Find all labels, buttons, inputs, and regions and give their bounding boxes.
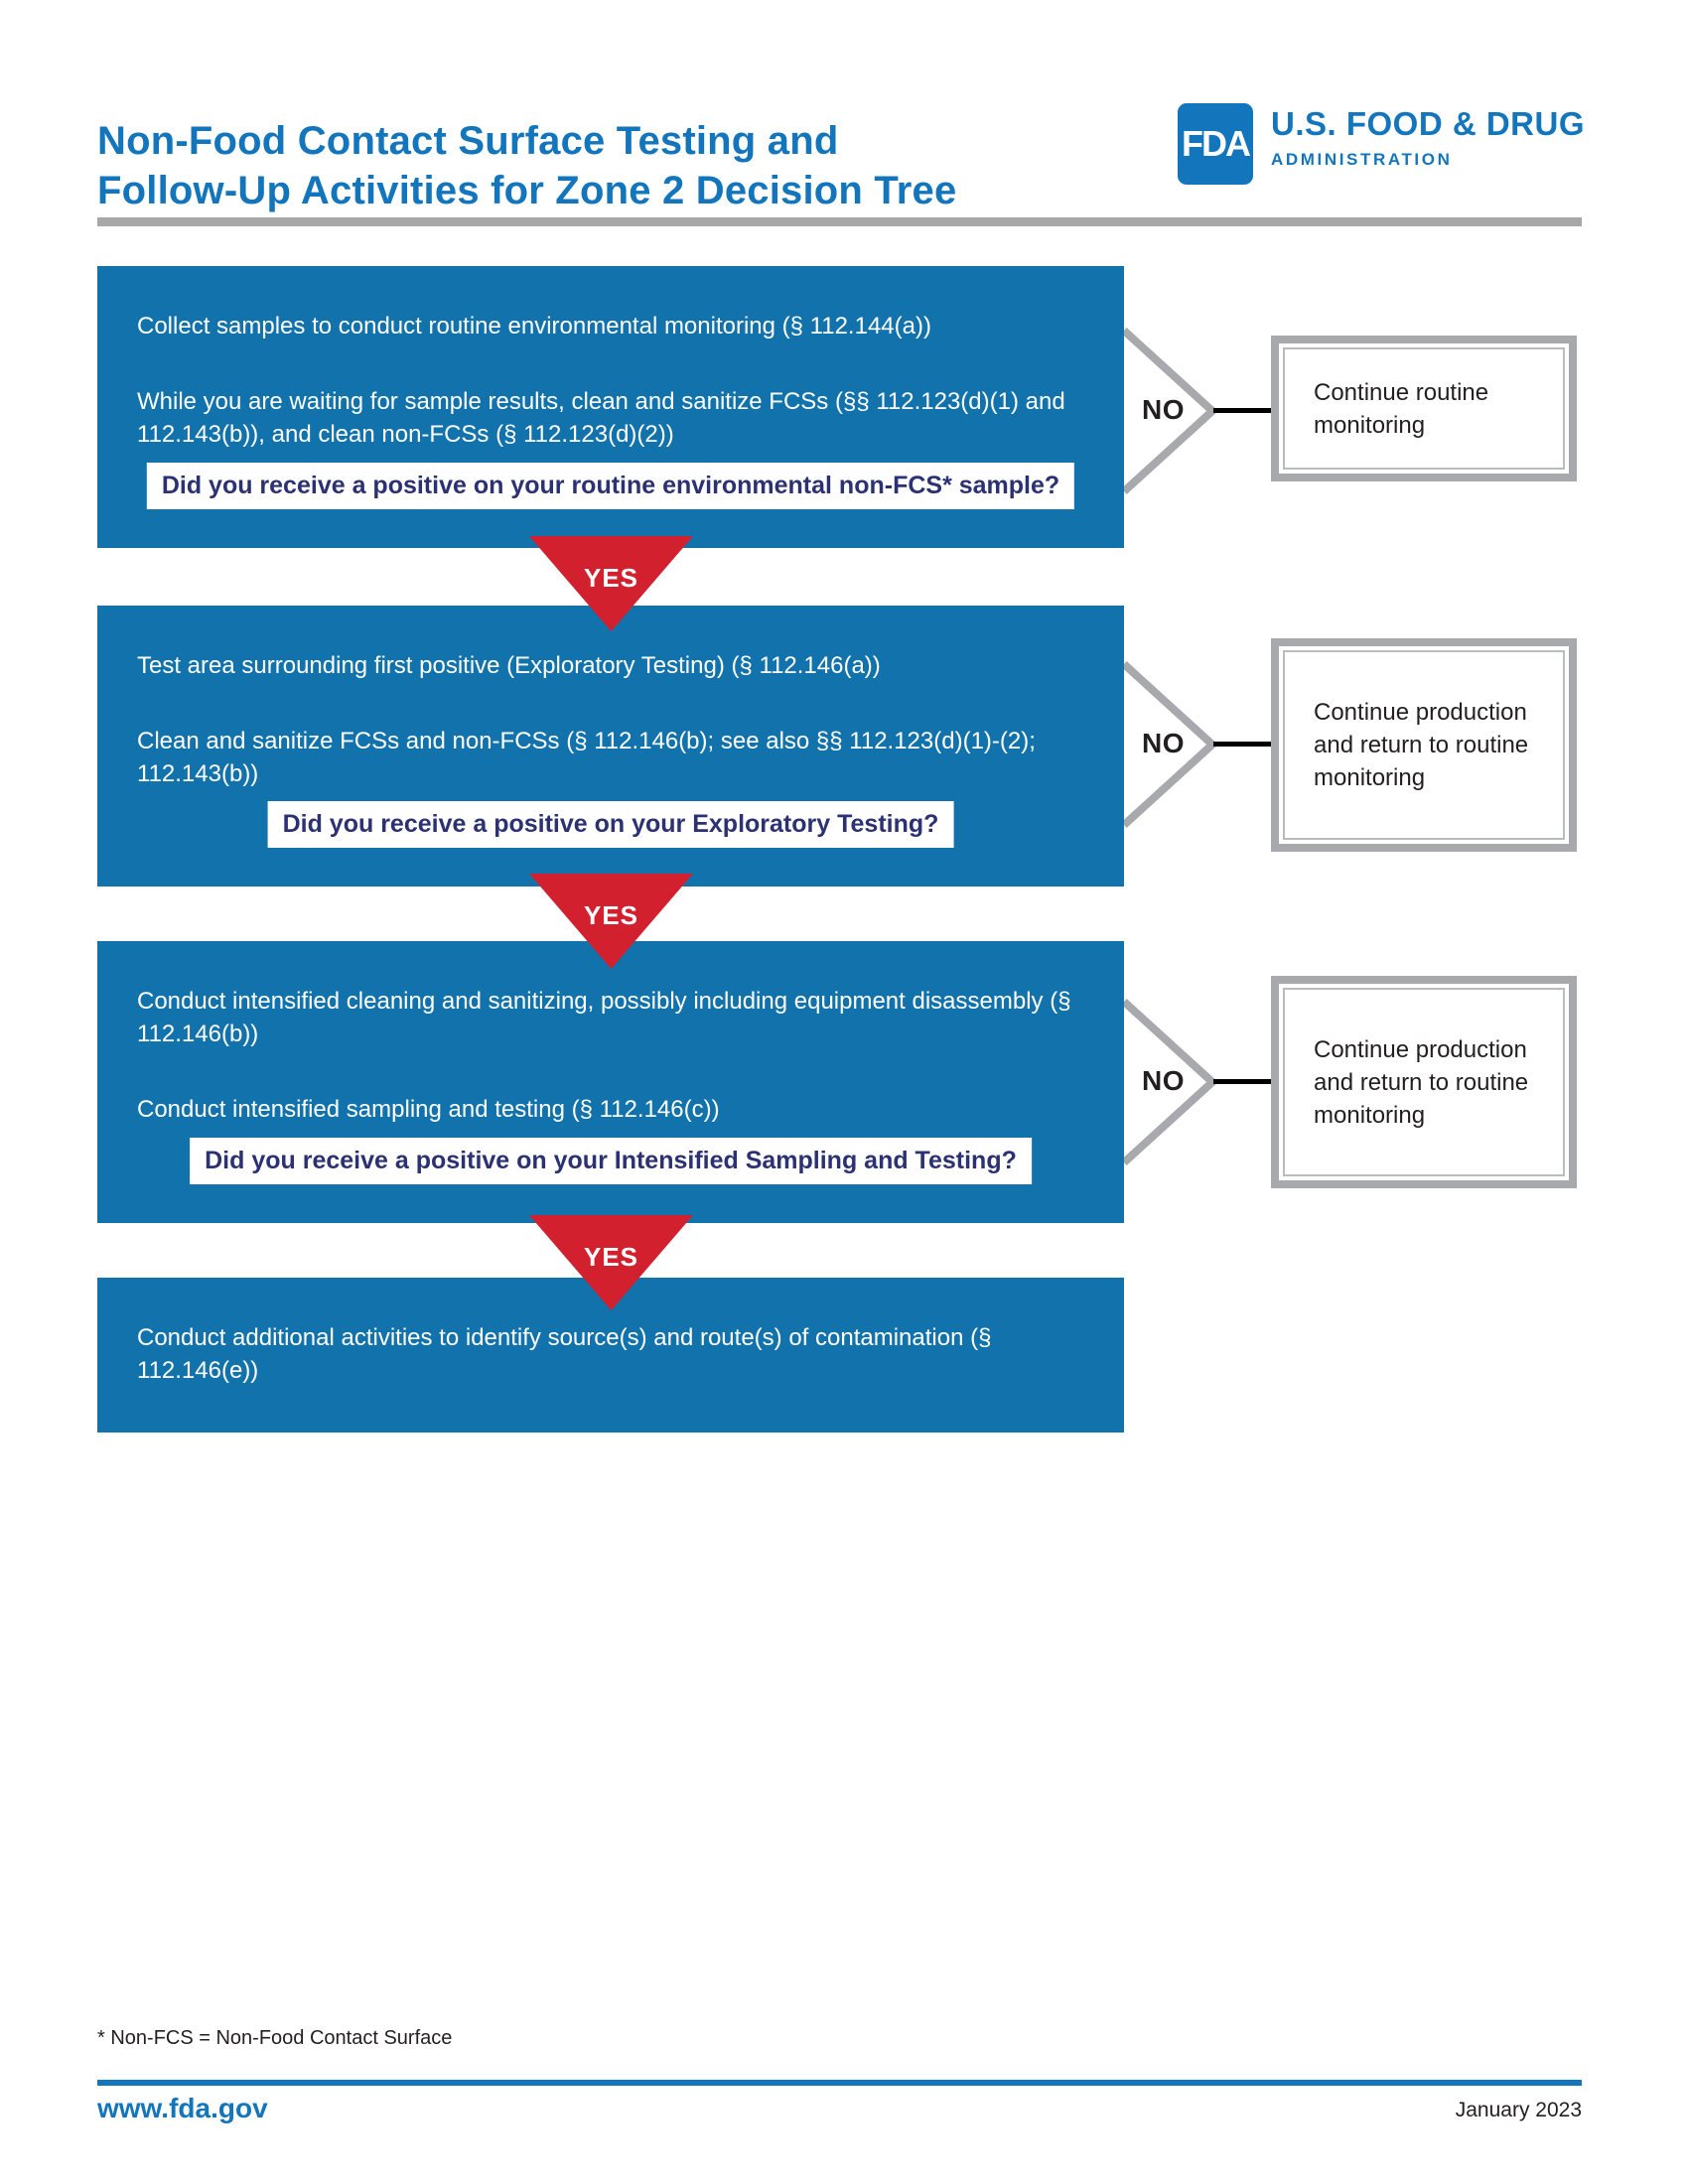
yes-arrow-3 (529, 1215, 693, 1310)
no-label-2: NO (1142, 728, 1185, 758)
step-1-box (97, 266, 1124, 548)
page-title-line-1: Non-Food Contact Surface Testing and (97, 118, 839, 163)
step-3-question-banner: Did you receive a positive on your Intensified Sampling and Testing? (190, 1138, 1032, 1184)
no-connector-line-2 (1213, 742, 1273, 747)
step-1-question-banner: Did you receive a positive on your routine environmental non-FCS* sample? (147, 463, 1074, 509)
yes-label-3: YES (583, 1242, 639, 1272)
page-title (97, 116, 956, 215)
step-2-question-banner: Did you receive a positive on your Exploratory Testing? (268, 801, 954, 848)
step-4-paragraph-1: Conduct additional activities to identify source(s) and route(s) of contamination (§ 112.146(e)) (137, 1324, 992, 1384)
fda-org-line-2: ADMINISTRATION (1271, 150, 1453, 169)
outcome-box-3 (1271, 976, 1577, 1188)
outcome-box-1 (1271, 336, 1577, 481)
step-2-paragraph-1: Test area surrounding first positive (Exploratory Testing) (§ 112.146(a)) (137, 652, 881, 679)
footnote: * Non-FCS = Non-Food Contact Surface (97, 2027, 453, 2049)
no-connector-line-1 (1213, 408, 1273, 413)
fda-logo-icon (1178, 103, 1253, 185)
yes-label-1: YES (583, 563, 639, 593)
fda-logo (1178, 103, 1585, 185)
yes-arrow-2 (529, 874, 693, 969)
fda-gov-link[interactable]: www.fda.gov (97, 2093, 268, 2123)
footer-date: January 2023 (1455, 2099, 1582, 2121)
step-3-paragraph-2: Conduct intensified sampling and testing (§ 112.146(c)) (137, 1096, 720, 1123)
footer-divider (97, 2080, 1582, 2086)
outcome-box-2 (1271, 638, 1577, 852)
step-2-paragraph-2: Clean and sanitize FCSs and non-FCSs (§ 112.146(b); see also §§ 112.123(d)(1)-(2); 112.143(b)) (137, 728, 1036, 787)
yes-label-2: YES (583, 900, 639, 930)
no-label-1: NO (1142, 394, 1185, 425)
outcome-text-3: Continue production and return to routine monitoring (1314, 1035, 1529, 1129)
outcome-text-2: Continue production and return to routine monitoring (1314, 699, 1529, 791)
fda-logo-acronym: FDA (1182, 123, 1249, 164)
step-2-box (97, 606, 1124, 887)
fda-org-line-1: U.S. FOOD & DRUG (1271, 105, 1586, 142)
step-3-paragraph-1: Conduct intensified cleaning and sanitizing, possibly including equipment disassembly (§ 112.146(b)) (137, 988, 1071, 1047)
step-3-box (97, 941, 1124, 1223)
step-1-paragraph-2: While you are waiting for sample results, clean and sanitize FCSs (§§ 112.123(d)(1) and 112.143(b)), and clean non-FCSs (§ 112.123(d)(2)) (137, 388, 1065, 448)
outcome-text-1: Continue routine monitoring (1314, 378, 1489, 439)
fda-logo-wordmark (1271, 103, 1585, 170)
no-label-3: NO (1142, 1065, 1185, 1096)
header-divider (97, 217, 1582, 226)
no-connector-line-3 (1213, 1079, 1273, 1084)
page-title-line-2: Follow-Up Activities for Zone 2 Decision Tree (97, 168, 957, 212)
yes-arrow-1 (529, 536, 693, 631)
step-1-paragraph-1: Collect samples to conduct routine environmental monitoring (§ 112.144(a)) (137, 313, 931, 340)
